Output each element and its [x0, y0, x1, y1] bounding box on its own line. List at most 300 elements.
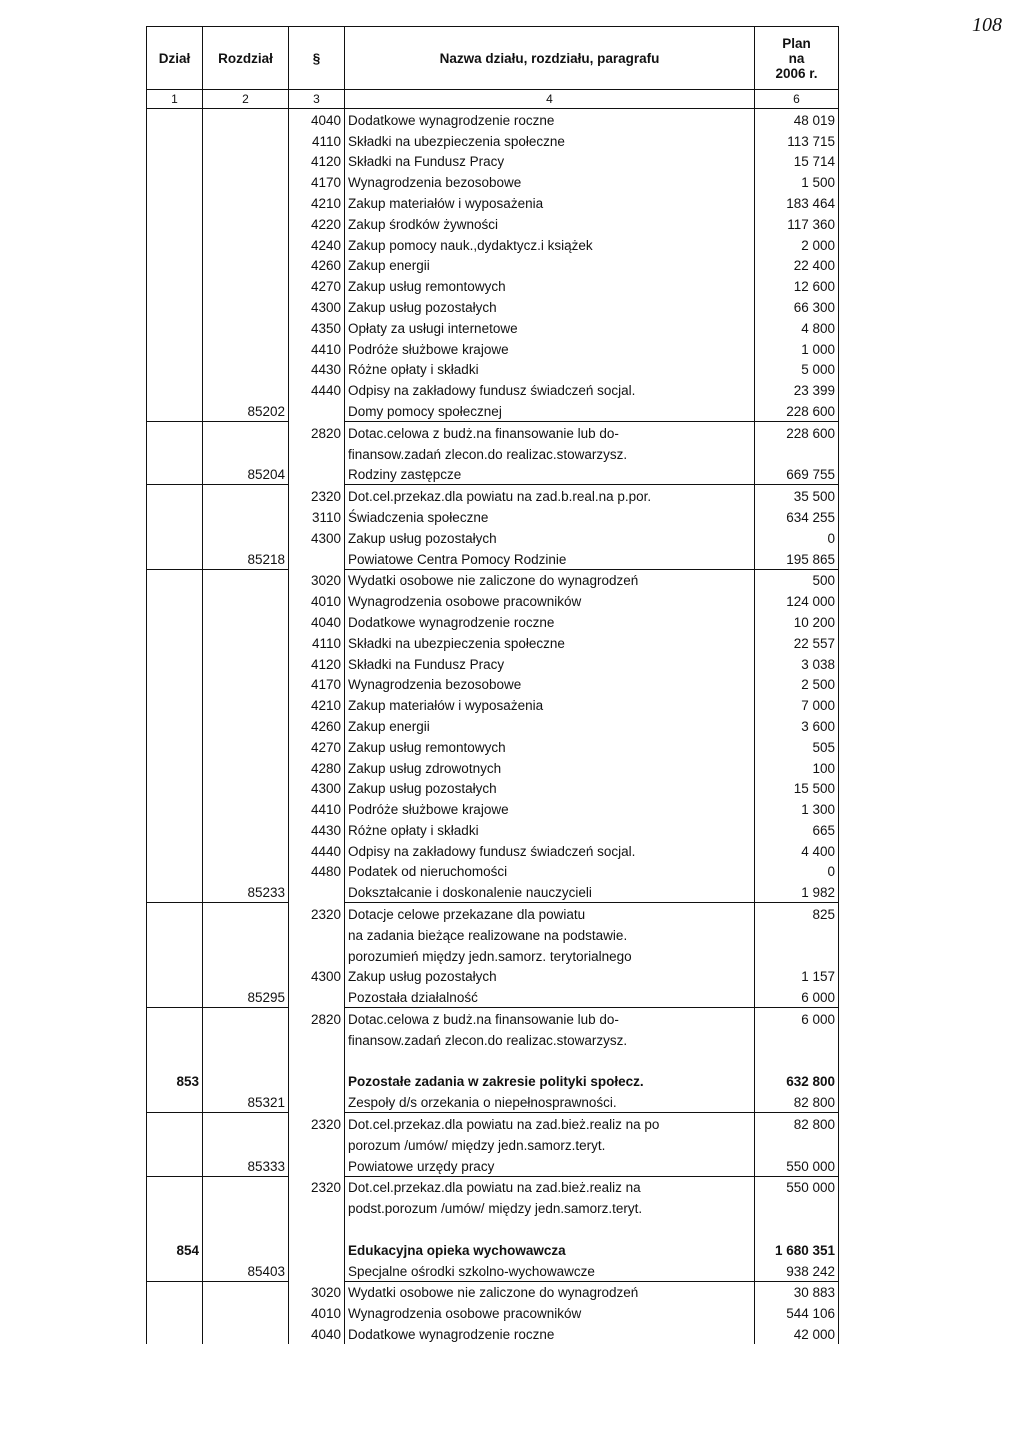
cell-nazwa: porozum /umów/ między jedn.samorz.teryt.: [345, 1134, 755, 1155]
cell-rozdzial: [203, 379, 289, 400]
cell-dzial: [147, 653, 203, 674]
cell-paragraf: 4350: [289, 317, 345, 338]
cell-rozdzial: [203, 1029, 289, 1050]
table-row: [147, 632, 839, 653]
cell-nazwa: Zakup usług pozostałych: [345, 966, 755, 987]
table-row: [147, 715, 839, 736]
cell-paragraf: 4110: [289, 130, 345, 151]
cell-dzial: [147, 421, 203, 442]
cell-nazwa: Dotac.celowa z budż.na finansowanie lub do-: [345, 1008, 755, 1029]
cell-paragraf: 3020: [289, 569, 345, 590]
cell-dzial: [147, 590, 203, 611]
column-number: 6: [755, 90, 839, 109]
cell-rozdzial: [203, 255, 289, 276]
cell-nazwa: Powiatowe urzędy pracy: [345, 1155, 755, 1176]
cell-paragraf: [289, 400, 345, 421]
table-row: [147, 1239, 839, 1260]
cell-paragraf: 4270: [289, 275, 345, 296]
cell-nazwa: Zakup energii: [345, 715, 755, 736]
table-row: [147, 548, 839, 569]
cell-rozdzial: [203, 632, 289, 653]
table-row: [147, 192, 839, 213]
cell-rozdzial: 85333: [203, 1155, 289, 1176]
cell-paragraf: 4040: [289, 1323, 345, 1344]
cell-dzial: [147, 1302, 203, 1323]
cell-rozdzial: [203, 1218, 289, 1239]
cell-nazwa: Zakup usług remontowych: [345, 736, 755, 757]
cell-rozdzial: [203, 485, 289, 506]
cell-paragraf: 4040: [289, 611, 345, 632]
table-row: [147, 506, 839, 527]
cell-dzial: [147, 903, 203, 924]
table-row: [147, 1071, 839, 1092]
cell-dzial: [147, 527, 203, 548]
cell-plan: 117 360: [755, 213, 839, 234]
cell-nazwa: Składki na Fundusz Pracy: [345, 653, 755, 674]
cell-plan: 632 800: [755, 1071, 839, 1092]
cell-nazwa: Odpisy na zakładowy fundusz świadczeń socjal.: [345, 379, 755, 400]
cell-rozdzial: [203, 715, 289, 736]
table-row: [147, 275, 839, 296]
cell-paragraf: 4410: [289, 798, 345, 819]
cell-nazwa: Zakup usług pozostałych: [345, 778, 755, 799]
cell-dzial: [147, 317, 203, 338]
cell-dzial: [147, 1091, 203, 1112]
cell-nazwa: [345, 1050, 755, 1071]
cell-nazwa: Rodziny zastępcze: [345, 464, 755, 485]
cell-dzial: [147, 192, 203, 213]
cell-nazwa: Podatek od nieruchomości: [345, 861, 755, 882]
cell-paragraf: [289, 1071, 345, 1092]
cell-dzial: [147, 674, 203, 695]
cell-paragraf: 2320: [289, 903, 345, 924]
column-number-row: [147, 90, 839, 109]
cell-plan: 66 300: [755, 296, 839, 317]
table-row: [147, 234, 839, 255]
table-row: [147, 379, 839, 400]
table-row: [147, 1218, 839, 1239]
cell-paragraf: 4210: [289, 192, 345, 213]
table-row: [147, 296, 839, 317]
cell-rozdzial: [203, 590, 289, 611]
table-row: [147, 674, 839, 695]
table-row: [147, 1091, 839, 1112]
cell-rozdzial: [203, 736, 289, 757]
cell-rozdzial: [203, 1176, 289, 1197]
cell-plan: 12 600: [755, 275, 839, 296]
cell-nazwa: finansow.zadań zlecon.do realizac.stowarzysz.: [345, 1029, 755, 1050]
cell-plan: 82 800: [755, 1113, 839, 1134]
cell-rozdzial: [203, 192, 289, 213]
table-row: [147, 400, 839, 421]
cell-nazwa: Dodatkowe wynagrodzenie roczne: [345, 1323, 755, 1344]
cell-nazwa: Specjalne ośrodki szkolno-wychowawcze: [345, 1260, 755, 1281]
cell-paragraf: [289, 881, 345, 902]
cell-plan: 15 714: [755, 151, 839, 172]
header-nazwa: Nazwa działu, rozdziału, paragrafu: [345, 27, 755, 90]
cell-plan: 48 019: [755, 109, 839, 130]
cell-plan: 10 200: [755, 611, 839, 632]
cell-nazwa: Wynagrodzenia bezosobowe: [345, 674, 755, 695]
table-row: [147, 213, 839, 234]
cell-dzial: [147, 213, 203, 234]
cell-rozdzial: [203, 674, 289, 695]
table-row: [147, 1323, 839, 1344]
cell-rozdzial: [203, 1239, 289, 1260]
cell-plan: [755, 1029, 839, 1050]
cell-dzial: [147, 1029, 203, 1050]
cell-plan: 1 500: [755, 171, 839, 192]
cell-plan: 544 106: [755, 1302, 839, 1323]
cell-paragraf: 2320: [289, 485, 345, 506]
table-row: [147, 569, 839, 590]
cell-rozdzial: [203, 1281, 289, 1302]
cell-rozdzial: [203, 1050, 289, 1071]
cell-paragraf: 4300: [289, 778, 345, 799]
cell-nazwa: Odpisy na zakładowy fundusz świadczeń socjal.: [345, 840, 755, 861]
cell-nazwa: Dotac.celowa z budż.na finansowanie lub do-: [345, 421, 755, 442]
cell-dzial: 854: [147, 1239, 203, 1260]
cell-nazwa: Składki na ubezpieczenia społeczne: [345, 632, 755, 653]
cell-plan: 634 255: [755, 506, 839, 527]
table-row: [147, 151, 839, 172]
table-row: [147, 903, 839, 924]
cell-dzial: [147, 1281, 203, 1302]
cell-plan: 2 500: [755, 674, 839, 695]
cell-paragraf: 4260: [289, 255, 345, 276]
cell-paragraf: 2320: [289, 1113, 345, 1134]
table-row: [147, 757, 839, 778]
cell-nazwa: podst.porozum /umów/ między jedn.samorz.teryt.: [345, 1197, 755, 1218]
cell-paragraf: 4440: [289, 379, 345, 400]
cell-rozdzial: [203, 924, 289, 945]
cell-paragraf: [289, 1260, 345, 1281]
table-row: [147, 819, 839, 840]
cell-plan: 669 755: [755, 464, 839, 485]
cell-nazwa: na zadania bieżące realizowane na podstawie.: [345, 924, 755, 945]
cell-rozdzial: [203, 611, 289, 632]
cell-rozdzial: [203, 1113, 289, 1134]
table-header-row: [147, 27, 839, 90]
table-row: [147, 317, 839, 338]
cell-nazwa: finansow.zadań zlecon.do realizac.stowarzysz.: [345, 443, 755, 464]
cell-dzial: [147, 1050, 203, 1071]
cell-nazwa: Dokształcanie i doskonalenie nauczycieli: [345, 881, 755, 902]
cell-paragraf: 3020: [289, 1281, 345, 1302]
cell-nazwa: Składki na Fundusz Pracy: [345, 151, 755, 172]
cell-dzial: [147, 611, 203, 632]
cell-plan: [755, 1218, 839, 1239]
cell-nazwa: Dot.cel.przekaz.dla powiatu na zad.bież.realiz na po: [345, 1113, 755, 1134]
cell-paragraf: [289, 1134, 345, 1155]
cell-paragraf: 4120: [289, 151, 345, 172]
cell-plan: 1 157: [755, 966, 839, 987]
cell-paragraf: 3110: [289, 506, 345, 527]
table-row: [147, 1176, 839, 1197]
cell-paragraf: 4110: [289, 632, 345, 653]
cell-dzial: [147, 966, 203, 987]
cell-paragraf: [289, 548, 345, 569]
cell-plan: 4 400: [755, 840, 839, 861]
table-row: [147, 840, 839, 861]
cell-rozdzial: 85218: [203, 548, 289, 569]
cell-rozdzial: [203, 966, 289, 987]
cell-nazwa: Wydatki osobowe nie zaliczone do wynagrodzeń: [345, 1281, 755, 1302]
cell-rozdzial: [203, 171, 289, 192]
cell-rozdzial: [203, 1197, 289, 1218]
cell-paragraf: [289, 1050, 345, 1071]
cell-dzial: [147, 130, 203, 151]
column-number: 2: [203, 90, 289, 109]
table-row: [147, 443, 839, 464]
cell-plan: 82 800: [755, 1091, 839, 1112]
cell-rozdzial: [203, 527, 289, 548]
table-row: [147, 1281, 839, 1302]
cell-nazwa: Zakup usług zdrowotnych: [345, 757, 755, 778]
cell-rozdzial: 85202: [203, 400, 289, 421]
cell-paragraf: 4410: [289, 338, 345, 359]
cell-dzial: [147, 1260, 203, 1281]
header-paragraf: §: [289, 27, 345, 90]
cell-paragraf: [289, 443, 345, 464]
cell-plan: 2 000: [755, 234, 839, 255]
cell-nazwa: Świadczenia społeczne: [345, 506, 755, 527]
cell-plan: 6 000: [755, 1008, 839, 1029]
cell-dzial: [147, 694, 203, 715]
cell-nazwa: Zespoły d/s orzekania o niepełnosprawności.: [345, 1091, 755, 1112]
cell-plan: 100: [755, 757, 839, 778]
cell-dzial: [147, 338, 203, 359]
table-row: [147, 611, 839, 632]
cell-rozdzial: [203, 338, 289, 359]
table-row: [147, 1260, 839, 1281]
cell-dzial: [147, 798, 203, 819]
cell-dzial: [147, 296, 203, 317]
table-row: [147, 527, 839, 548]
cell-dzial: [147, 359, 203, 380]
cell-nazwa: Zakup usług remontowych: [345, 275, 755, 296]
table-row: [147, 1155, 839, 1176]
table-row: [147, 736, 839, 757]
cell-paragraf: 2820: [289, 421, 345, 442]
cell-dzial: [147, 464, 203, 485]
header-plan-line2: na: [788, 50, 805, 66]
cell-rozdzial: [203, 296, 289, 317]
cell-nazwa: Podróże służbowe krajowe: [345, 798, 755, 819]
cell-rozdzial: [203, 317, 289, 338]
cell-plan: 550 000: [755, 1176, 839, 1197]
table-row: [147, 1050, 839, 1071]
cell-plan: 1 000: [755, 338, 839, 359]
cell-nazwa: porozumień między jedn.samorz. terytorialnego: [345, 945, 755, 966]
cell-dzial: [147, 736, 203, 757]
cell-nazwa: Dot.cel.przekaz.dla powiatu na zad.bież.realiz na: [345, 1176, 755, 1197]
table-row: [147, 485, 839, 506]
cell-dzial: 853: [147, 1071, 203, 1092]
cell-plan: 113 715: [755, 130, 839, 151]
table-row: [147, 945, 839, 966]
cell-paragraf: 4210: [289, 694, 345, 715]
cell-plan: 505: [755, 736, 839, 757]
table-row: [147, 421, 839, 442]
cell-nazwa: Powiatowe Centra Pomocy Rodzinie: [345, 548, 755, 569]
cell-dzial: [147, 569, 203, 590]
cell-plan: 228 600: [755, 421, 839, 442]
cell-plan: 938 242: [755, 1260, 839, 1281]
cell-rozdzial: [203, 1008, 289, 1029]
cell-plan: [755, 924, 839, 945]
cell-dzial: [147, 861, 203, 882]
cell-paragraf: 4300: [289, 527, 345, 548]
table-row: [147, 464, 839, 485]
column-number: 1: [147, 90, 203, 109]
cell-paragraf: [289, 1155, 345, 1176]
cell-dzial: [147, 1197, 203, 1218]
page-number: 108: [972, 14, 1002, 36]
cell-nazwa: Wynagrodzenia bezosobowe: [345, 171, 755, 192]
cell-plan: [755, 443, 839, 464]
column-number: 4: [345, 90, 755, 109]
cell-rozdzial: [203, 213, 289, 234]
cell-nazwa: Dotacje celowe przekazane dla powiatu: [345, 903, 755, 924]
cell-rozdzial: [203, 798, 289, 819]
cell-nazwa: Edukacyjna opieka wychowawcza: [345, 1239, 755, 1260]
cell-nazwa: Zakup materiałów i wyposażenia: [345, 694, 755, 715]
cell-plan: 6 000: [755, 986, 839, 1007]
cell-plan: 1 680 351: [755, 1239, 839, 1260]
table-row: [147, 1134, 839, 1155]
cell-paragraf: [289, 986, 345, 1007]
cell-dzial: [147, 506, 203, 527]
cell-nazwa: Wynagrodzenia osobowe pracowników: [345, 590, 755, 611]
cell-dzial: [147, 109, 203, 130]
cell-paragraf: [289, 1091, 345, 1112]
cell-rozdzial: 85403: [203, 1260, 289, 1281]
table-row: [147, 171, 839, 192]
table-row: [147, 1113, 839, 1134]
cell-plan: [755, 1050, 839, 1071]
cell-paragraf: [289, 924, 345, 945]
cell-plan: 42 000: [755, 1323, 839, 1344]
cell-plan: 665: [755, 819, 839, 840]
table-row: [147, 1197, 839, 1218]
cell-nazwa: [345, 1218, 755, 1239]
cell-rozdzial: [203, 359, 289, 380]
table-row: [147, 338, 839, 359]
cell-paragraf: [289, 1029, 345, 1050]
cell-paragraf: 4440: [289, 840, 345, 861]
cell-nazwa: Domy pomocy społecznej: [345, 400, 755, 421]
cell-plan: 500: [755, 569, 839, 590]
cell-paragraf: 2320: [289, 1176, 345, 1197]
cell-paragraf: 4010: [289, 1302, 345, 1323]
cell-nazwa: Zakup usług pozostałych: [345, 527, 755, 548]
cell-dzial: [147, 757, 203, 778]
cell-nazwa: Pozostałe zadania w zakresie polityki społecz.: [345, 1071, 755, 1092]
cell-paragraf: 4010: [289, 590, 345, 611]
cell-dzial: [147, 1113, 203, 1134]
cell-paragraf: 4040: [289, 109, 345, 130]
cell-plan: 0: [755, 527, 839, 548]
cell-plan: 550 000: [755, 1155, 839, 1176]
header-dzial: Dział: [147, 27, 203, 90]
table-row: [147, 778, 839, 799]
cell-rozdzial: [203, 443, 289, 464]
cell-plan: 228 600: [755, 400, 839, 421]
cell-paragraf: [289, 1197, 345, 1218]
cell-paragraf: 4120: [289, 653, 345, 674]
cell-dzial: [147, 255, 203, 276]
cell-rozdzial: [203, 819, 289, 840]
cell-dzial: [147, 485, 203, 506]
cell-rozdzial: [203, 151, 289, 172]
cell-rozdzial: [203, 694, 289, 715]
cell-rozdzial: [203, 506, 289, 527]
cell-nazwa: Zakup materiałów i wyposażenia: [345, 192, 755, 213]
cell-paragraf: 4220: [289, 213, 345, 234]
table-body: [147, 109, 839, 1345]
cell-nazwa: Różne opłaty i składki: [345, 819, 755, 840]
cell-paragraf: 2820: [289, 1008, 345, 1029]
cell-paragraf: [289, 464, 345, 485]
cell-rozdzial: 85233: [203, 881, 289, 902]
cell-rozdzial: [203, 130, 289, 151]
cell-rozdzial: 85321: [203, 1091, 289, 1112]
cell-paragraf: 4300: [289, 296, 345, 317]
cell-rozdzial: 85204: [203, 464, 289, 485]
cell-paragraf: 4300: [289, 966, 345, 987]
cell-rozdzial: 85295: [203, 986, 289, 1007]
cell-paragraf: 4270: [289, 736, 345, 757]
cell-paragraf: 4170: [289, 674, 345, 695]
cell-dzial: [147, 275, 203, 296]
cell-plan: 30 883: [755, 1281, 839, 1302]
cell-plan: 3 038: [755, 653, 839, 674]
cell-plan: [755, 945, 839, 966]
cell-dzial: [147, 443, 203, 464]
cell-rozdzial: [203, 945, 289, 966]
cell-rozdzial: [203, 1134, 289, 1155]
cell-dzial: [147, 1134, 203, 1155]
cell-dzial: [147, 1008, 203, 1029]
cell-paragraf: 4170: [289, 171, 345, 192]
cell-plan: 5 000: [755, 359, 839, 380]
cell-rozdzial: [203, 778, 289, 799]
table-row: [147, 1029, 839, 1050]
cell-nazwa: Zakup energii: [345, 255, 755, 276]
cell-dzial: [147, 840, 203, 861]
cell-dzial: [147, 881, 203, 902]
header-rozdzial: Rozdział: [203, 27, 289, 90]
table-row: [147, 255, 839, 276]
table-row: [147, 109, 839, 130]
cell-nazwa: Zakup usług pozostałych: [345, 296, 755, 317]
cell-paragraf: 4260: [289, 715, 345, 736]
cell-dzial: [147, 151, 203, 172]
cell-nazwa: Dodatkowe wynagrodzenie roczne: [345, 109, 755, 130]
cell-paragraf: 4480: [289, 861, 345, 882]
table-row: [147, 359, 839, 380]
table-row: [147, 694, 839, 715]
cell-plan: 23 399: [755, 379, 839, 400]
cell-rozdzial: [203, 757, 289, 778]
table-row: [147, 986, 839, 1007]
cell-dzial: [147, 632, 203, 653]
cell-nazwa: Wydatki osobowe nie zaliczone do wynagrodzeń: [345, 569, 755, 590]
table-row: [147, 653, 839, 674]
table-row: [147, 881, 839, 902]
column-number: 3: [289, 90, 345, 109]
